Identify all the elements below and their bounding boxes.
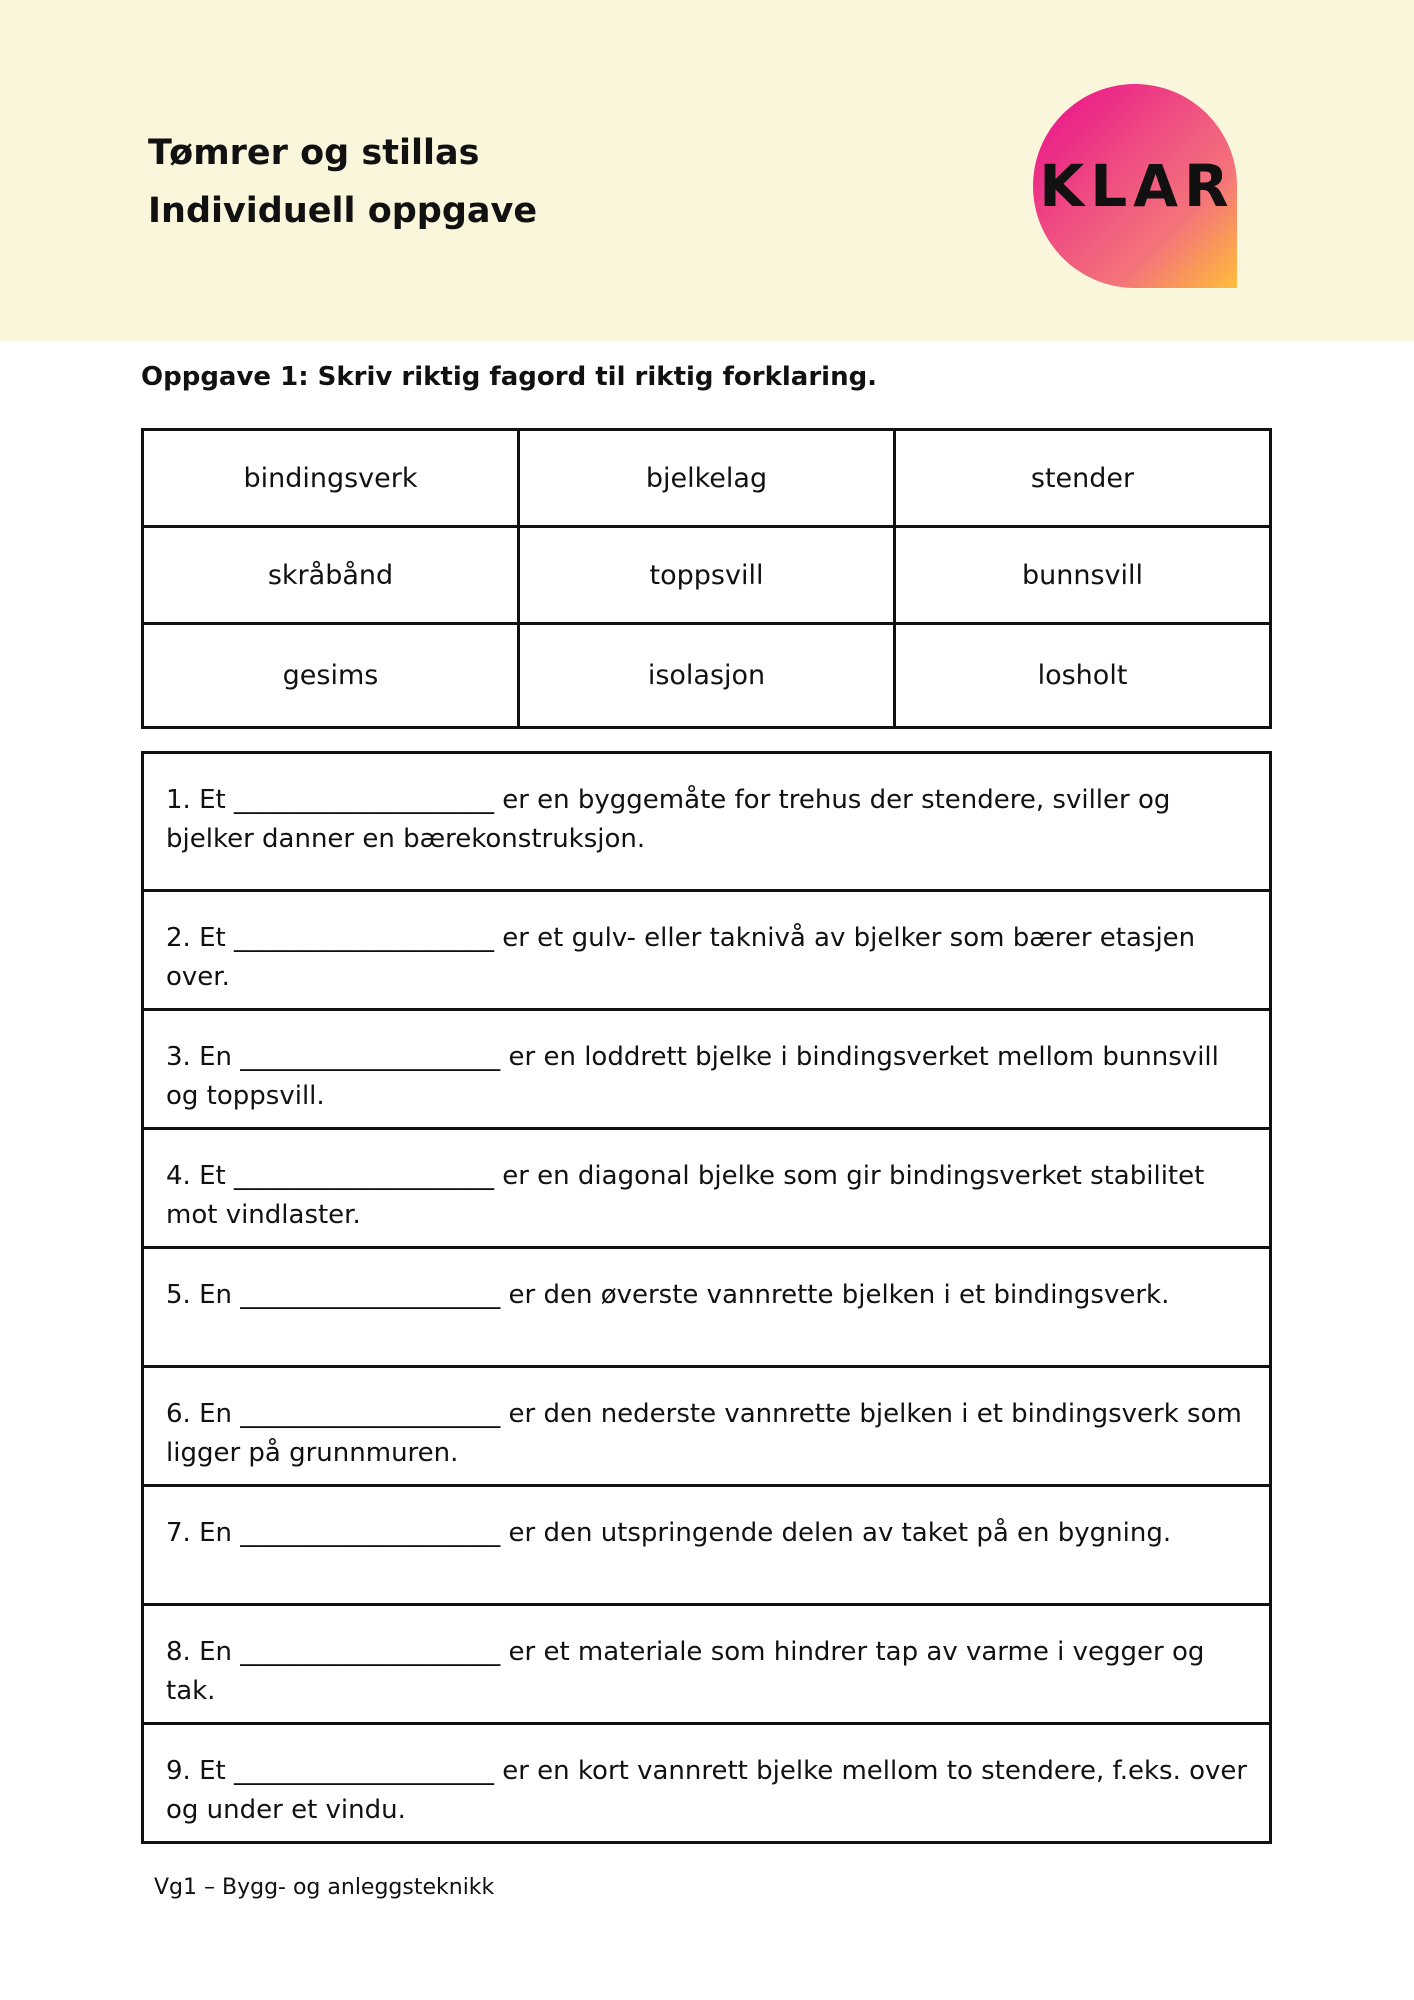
question-text: 1. Et ____________________ er en byggemåte for trehus der stendere, sviller og bjelker danner en bærekonstruksjon. [143,753,1271,891]
question-row [143,1724,1271,1843]
word-bank-cell: gesims [143,624,519,728]
klar-logo [1033,84,1237,288]
question-text: 3. En ____________________ er en loddrett bjelke i bindingsverket mellom bunnsvill og toppsvill. [143,1010,1271,1129]
logo-text: KLAR [1039,152,1235,220]
task-heading: Oppgave 1: Skriv riktig fagord til riktig forklaring. [141,362,878,392]
footer-text: Vg1 – Bygg- og anleggsteknikk [154,1875,495,1900]
word-bank-cell: bindingsverk [143,430,519,527]
question-text: 7. En ____________________ er den utspringende delen av taket på en bygning. [143,1486,1271,1605]
question-row [143,1367,1271,1486]
questions-table [141,751,1272,1844]
question-row [143,891,1271,1010]
word-bank-cell: isolasjon [519,624,895,728]
question-row [143,1248,1271,1367]
question-row [143,1486,1271,1605]
word-bank-row [143,527,1271,624]
question-row [143,1010,1271,1129]
question-text: 2. Et ____________________ er et gulv- eller taknivå av bjelker som bærer etasjen over. [143,891,1271,1010]
question-row [143,753,1271,891]
word-bank-row [143,624,1271,728]
word-bank-cell: bjelkelag [519,430,895,527]
word-bank-cell: toppsvill [519,527,895,624]
question-text: 5. En ____________________ er den øverste vannrette bjelken i et bindingsverk. [143,1248,1271,1367]
question-row [143,1129,1271,1248]
header-banner [0,0,1414,341]
document-title [148,124,537,240]
title-line-1: Tømrer og stillas [148,133,480,173]
question-text: 4. Et ____________________ er en diagonal bjelke som gir bindingsverket stabilitet mot vindlaster. [143,1129,1271,1248]
question-text: 9. Et ____________________ er en kort vannrett bjelke mellom to stendere, f.eks. over og under et vindu. [143,1724,1271,1843]
word-bank-cell: skråbånd [143,527,519,624]
word-bank-cell: stender [895,430,1271,527]
title-line-2: Individuell oppgave [148,191,538,231]
question-row [143,1605,1271,1724]
word-bank-cell: losholt [895,624,1271,728]
question-text: 8. En ____________________ er et materiale som hindrer tap av varme i vegger og tak. [143,1605,1271,1724]
word-bank-table [141,428,1272,729]
word-bank-row [143,430,1271,527]
word-bank-cell: bunnsvill [895,527,1271,624]
question-text: 6. En ____________________ er den nederste vannrette bjelken i et bindingsverk som ligger på grunnmuren. [143,1367,1271,1486]
